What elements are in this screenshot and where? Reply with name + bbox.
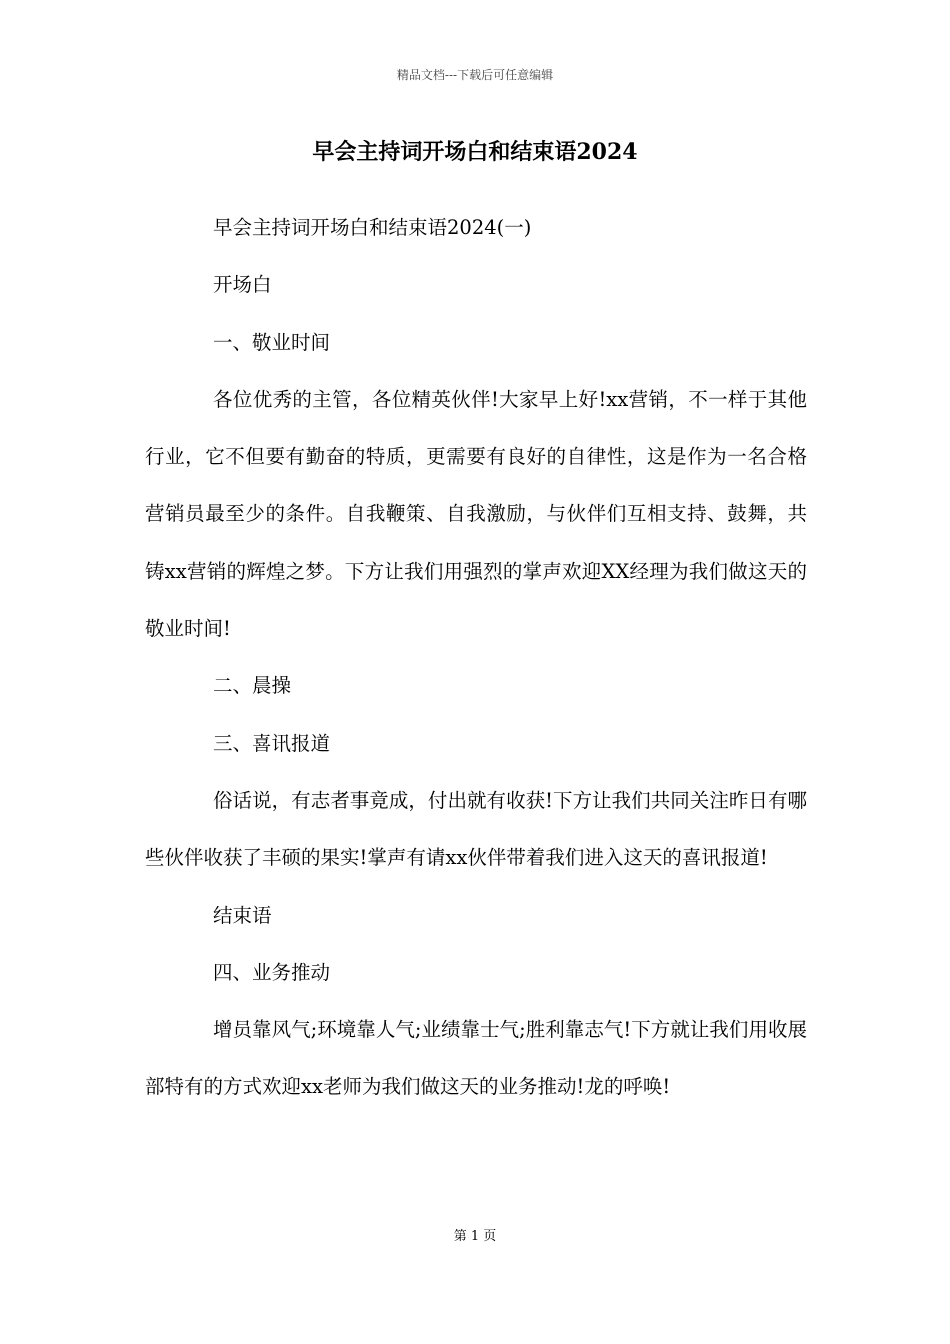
- page-header: 精品文档---下载后可任意编辑: [396, 68, 554, 82]
- body-paragraph: 增员靠风气;环境靠人气;业绩靠士气;胜利靠志气!下方就让我们用收展部特有的方式欢迎xx老师为我们做这天的业务推动!龙的呼唤!: [145, 1018, 807, 1099]
- page-number: 第 1 页: [453, 1229, 497, 1244]
- body-paragraph: 俗话说，有志者事竟成，付出就有收获!下方让我们共同关注昨日有哪些伙伴收获了丰硕的果实!掌声有请xx伙伴带着我们进入这天的喜讯报道!: [145, 788, 807, 870]
- body-paragraph: 各位优秀的主管，各位精英伙伴!大家早上好!xx营销，不一样于其他行业，它不但要有勤奋的特质，更需要有良好的自律性，这是作为一名合格营销员最至少的条件。自我鞭策、自我激励，与伙伴们互相支持、鼓舞，共铸xx营销的辉煌之梦。下方让我们用强烈的掌声欢迎XX经理为我们做这天的敬业时间!: [145, 387, 807, 641]
- section-heading: 三、喜讯报道: [213, 731, 331, 755]
- section-heading: 结束语: [213, 903, 272, 927]
- document-body: [145, 199, 807, 1116]
- section-heading: 一、敬业时间: [213, 330, 331, 354]
- section-heading: 四、业务推动: [213, 960, 331, 984]
- section-heading: 开场白: [213, 273, 272, 297]
- section-heading: 二、晨操: [213, 674, 292, 698]
- document-title: 早会主持词开场白和结束语2024: [312, 139, 638, 165]
- section-heading: 早会主持词开场白和结束语2024(一): [213, 216, 532, 239]
